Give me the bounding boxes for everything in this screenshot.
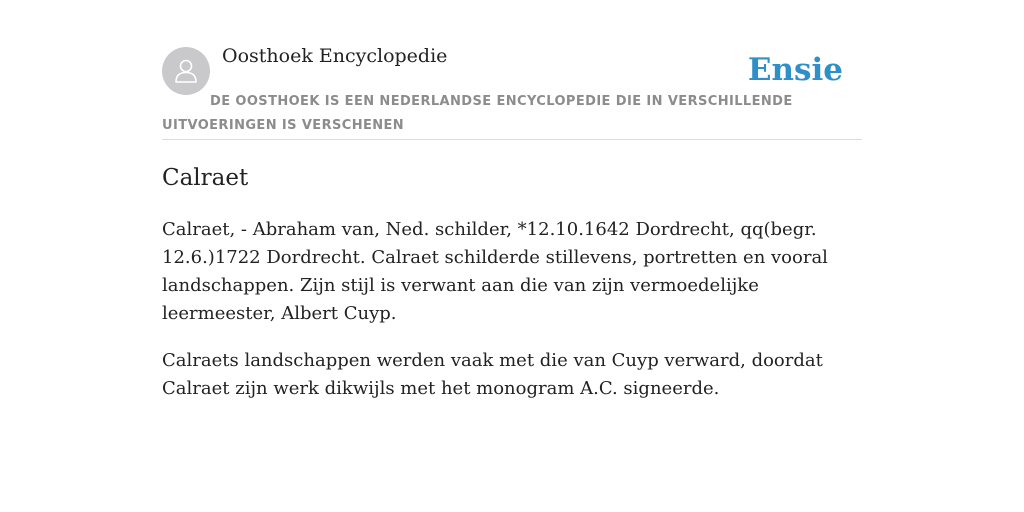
page [162, 0, 862, 399]
site-title[interactable]: Oosthoek Encyclopedie [222, 45, 448, 67]
user-icon [171, 56, 201, 86]
article-paragraph: Calraet, - Abraham van, Ned. schilder, *12.10.1642 Dordrecht, qq(begr. 12.6.)1722 Dordrecht. Calraet schilderde stillevens, portretten en vooral landschappen. Zijn stijl is verwant aan die van zijn vermoedelijke leermeester, Albert Cuyp. [162, 219, 828, 324]
article-title: Calraet [162, 165, 249, 191]
brand-logo[interactable]: Ensie [747, 52, 843, 88]
article-paragraph: Calraets landschappen werden vaak met die van Cuyp verward, doordat Calraet zijn werk dikwijls met het monogram A.C. signeerde. [162, 350, 823, 399]
avatar[interactable] [162, 47, 210, 95]
site-tagline: DE OOSTHOEK IS EEN NEDERLANDSE ENCYCLOPEDIE DIE IN VERSCHILLENDE UITVOERINGEN IS VERSCHENEN [162, 94, 793, 133]
header [162, 0, 862, 140]
article-body [162, 216, 862, 422]
